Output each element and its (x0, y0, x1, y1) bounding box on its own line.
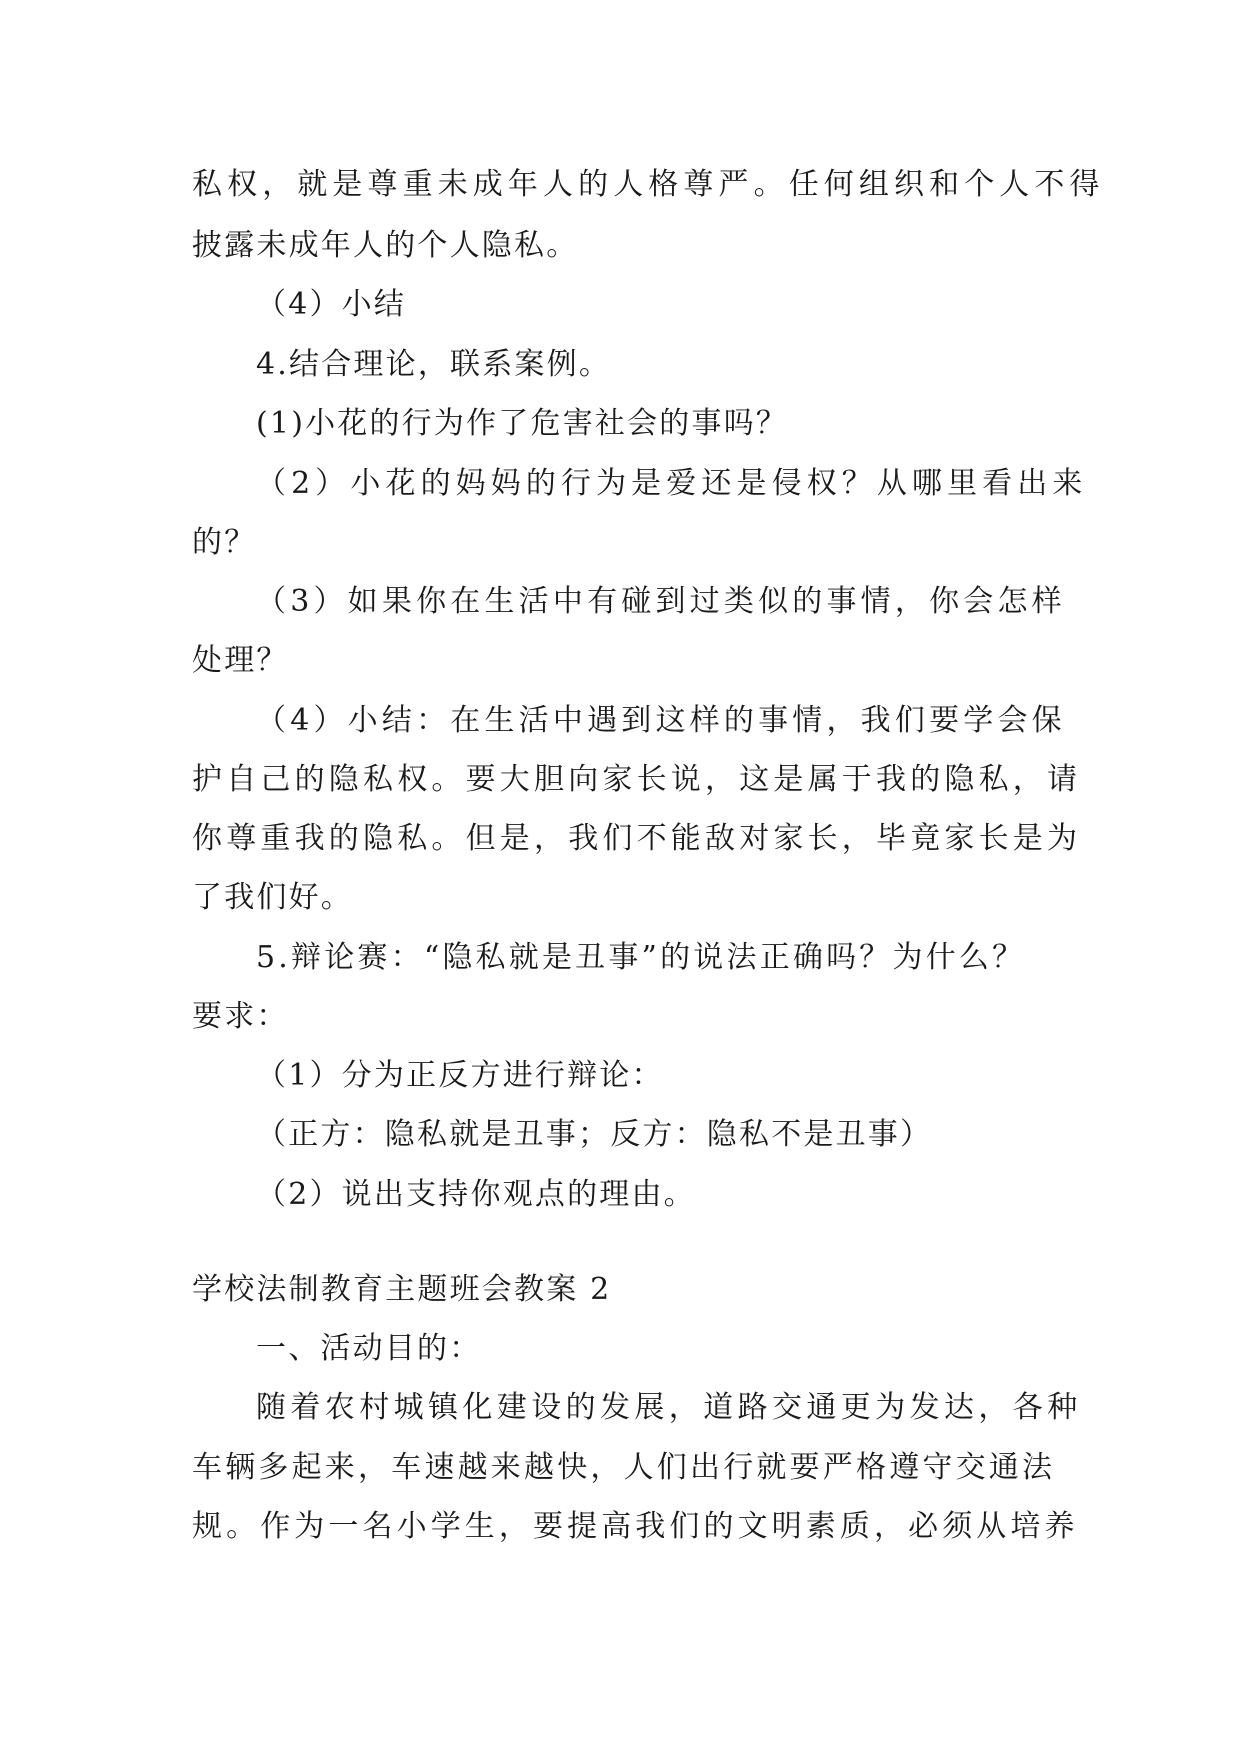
section-heading: 5.辩论赛：“隐私就是丑事”的说法正确吗？为什么？ (256, 940, 1026, 975)
section-heading: 4.结合理论，联系案例。 (256, 347, 612, 382)
requirement-item: （1）分为正反方进行辩论： (256, 1058, 664, 1093)
section-heading: 一、活动目的： (256, 1331, 482, 1366)
requirement-item: （2）说出支持你观点的理由。 (256, 1177, 696, 1212)
requirement-note: （正方：隐私就是丑事；反方：隐私不是丑事） (256, 1117, 933, 1152)
summary-line: （4）小结：在生活中遇到这样的事情，我们要学会保 (256, 703, 1066, 738)
paragraph-line: 披露未成年人的个人隐私。 (192, 228, 579, 263)
paragraph-line: 随着农村城镇化建设的发展，道路交通更为发达，各种 (256, 1390, 1082, 1425)
question-line: (1)小花的行为作了危害社会的事吗？ (256, 406, 789, 441)
paragraph-line: 私权，就是尊重未成年人的人格尊严。任何组织和个人不得 (192, 167, 1105, 202)
question-line: 处理？ (192, 643, 289, 678)
summary-line: 你尊重我的隐私。但是，我们不能敌对家长，毕竟家长是为 (192, 821, 1082, 856)
document-title: 学校法制教育主题班会教案 2 (192, 1272, 612, 1307)
requirements-label: 要求： (192, 999, 289, 1034)
paragraph-line: 车辆多起来，车速越来越快，人们出行就要严格遵守交通法 (192, 1450, 1056, 1485)
subheading-summary: （4）小结 (256, 287, 407, 322)
summary-line: 护自己的隐私权。要大胆向家长说，这是属于我的隐私，请 (192, 762, 1082, 797)
question-line: 的？ (192, 525, 257, 560)
question-line: （3）如果你在生活中有碰到过类似的事情，你会怎样 (256, 584, 1066, 619)
summary-line: 了我们好。 (192, 880, 353, 915)
question-line: （2）小花的妈妈的行为是爱还是侵权？从哪里看出来 (256, 466, 1088, 501)
paragraph-line: 规。作为一名小学生，要提高我们的文明素质，必须从培养 (192, 1509, 1079, 1544)
